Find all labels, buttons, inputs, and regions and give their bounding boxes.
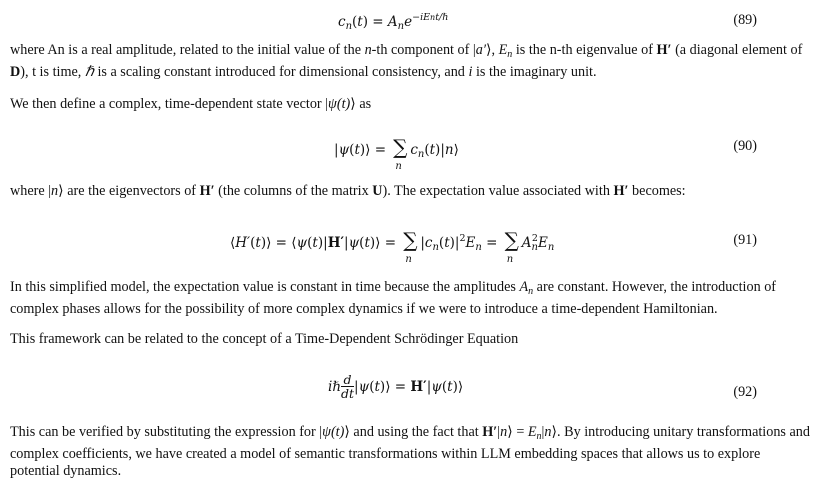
text-span: where | <box>10 183 52 199</box>
math-U: U <box>372 183 383 199</box>
math-D: D <box>10 63 21 80</box>
math-n: n <box>364 42 372 58</box>
text-span: We then define a complex, time-dependent state vector | <box>10 96 329 112</box>
equation-92 <box>0 374 820 412</box>
text-span: ⟩ and using the fact that <box>344 424 483 440</box>
math-E: E <box>498 42 508 58</box>
text-span: where An is a real amplitude, related to the initial value of the <box>10 42 365 58</box>
equation-90 <box>0 134 820 174</box>
paragraph-schrodinger-intro <box>10 331 810 349</box>
paragraph-simplified-model <box>10 279 810 318</box>
math-H-prime: H′ <box>482 424 498 440</box>
equation-92-math: iℏ $\frac{d}{dt}$ |ψ(t)⟩ = H′|ψ(t)⟩ <box>328 372 464 401</box>
text-span: becomes: <box>628 183 686 199</box>
text-span: are constant. However, the introduction of complex phases allows for the possibility of more complex dynamics if we were to introduce a time-dependent Hamiltonian. <box>10 279 777 317</box>
text-span: ), t is time, <box>20 63 85 80</box>
equation-90-number: (90) <box>733 138 757 154</box>
math-n: n <box>500 424 508 440</box>
text-span: ⟩. By introducing unitary transformations and complex coefficients, we have created a model of semantic transformations within LLM embedding spaces that allows us to explore potential dynamics. <box>10 424 810 479</box>
text-span: | <box>497 424 501 440</box>
text-span: is the n-th eigenvalue of <box>512 42 657 58</box>
text-span: ). The expectation value associated with <box>382 183 614 199</box>
math-H-prime: H′ <box>199 183 215 199</box>
text-span: ⟩ as <box>350 96 372 112</box>
text-span: This framework can be related to the concept of a Time-Dependent Schrödinger Equation <box>10 331 519 347</box>
math-H-prime: H′ <box>656 42 672 58</box>
math-hbar: ℏ <box>84 63 94 80</box>
math-n: n <box>544 424 552 440</box>
math-subscript-n: n <box>536 431 542 442</box>
equation-89-number: (89) <box>733 12 757 28</box>
equation-91-number: (91) <box>733 232 757 248</box>
math-E: E <box>527 424 537 440</box>
text-span: (the columns of the matrix <box>214 183 373 199</box>
math-psi-t: ψ(t) <box>328 96 351 112</box>
math-a-prime: a′ <box>475 42 486 58</box>
equation-92-number: (92) <box>733 384 757 400</box>
math-i: i <box>468 63 473 80</box>
math-A: A <box>519 279 529 295</box>
equation-91-math: ⟨H′(t)⟩ = ⟨ψ(t)|H′|ψ(t)⟩ = ∑ n $|c_n(t)|^2E_n$ = ∑ n $A_n^2E_n$ <box>230 228 555 265</box>
text-span: | <box>541 424 545 440</box>
text-span: is the imaginary unit. <box>472 63 597 80</box>
math-subscript-n: n <box>528 286 534 297</box>
text-span: -th component of | <box>371 42 476 58</box>
math-subscript-n: n <box>507 49 513 60</box>
math-H-prime: H′ <box>613 183 629 199</box>
paragraph-amplitude-definition <box>10 42 810 81</box>
paragraph-state-vector-intro <box>10 96 810 114</box>
equation-89-math: $c_n(t) = A_ne^{-iEnt/\hbar}$ <box>338 12 449 32</box>
text-span: is a scaling constant introduced for dimensional consistency, and <box>93 63 469 80</box>
equation-90-math: |ψ(t)⟩ = ∑ n $c_n(t)|n⟩$ <box>334 135 459 172</box>
equation-89 <box>0 10 820 32</box>
paragraph-eigenvectors <box>10 183 810 201</box>
math-psi-t: ψ(t) <box>322 424 345 440</box>
paragraph-verification <box>10 424 810 481</box>
text-span: ⟩ are the eigenvectors of <box>58 183 200 199</box>
text-span: ⟩ = <box>507 424 528 440</box>
equation-91 <box>0 228 820 268</box>
text-span: (a diagonal element of <box>671 42 803 58</box>
math-n: n <box>51 183 59 199</box>
text-span: This can be verified by substituting the expression for | <box>10 424 323 440</box>
text-span: In this simplified model, the expectation value is constant in time because the amplitudes <box>10 279 520 295</box>
text-span: ⟩, <box>485 42 499 58</box>
